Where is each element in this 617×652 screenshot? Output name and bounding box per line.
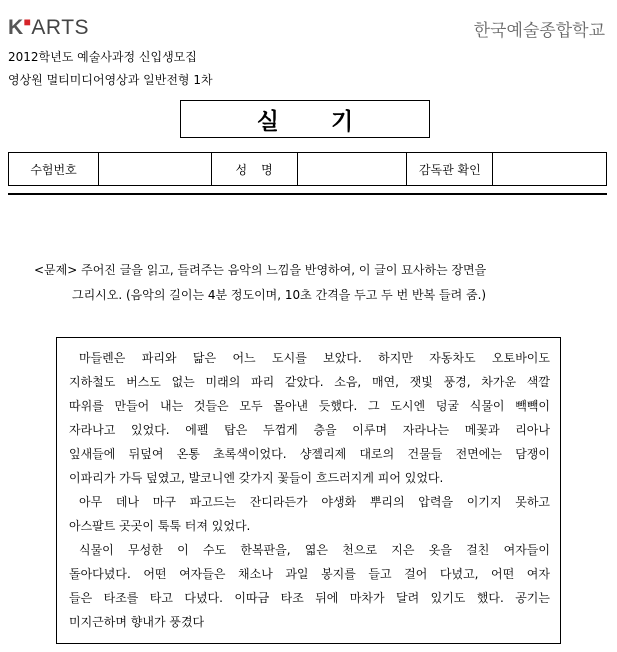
exam-title: 실기 bbox=[256, 108, 406, 135]
passage-line: 따위를 만들어 내는 것들은 모두 몰아낸 듯했다. 그 도시엔 덩굴 식물이 빽빽이 bbox=[69, 399, 550, 413]
passage-line: 미지근하며 향내가 풍겼다 bbox=[69, 615, 205, 629]
header-divider bbox=[8, 193, 607, 195]
problem-line-1: <문제> 주어진 글을 읽고, 들려주는 음악의 느낌을 반영하여, 이 글이 묘사하는 장면을 bbox=[34, 263, 487, 277]
passage-line: 식물이 무성한 이 수도 한복판을, 엷은 천으로 지은 옷을 걸친 여자들이 bbox=[79, 543, 550, 557]
passage-paragraph-2 bbox=[69, 490, 550, 538]
passage-paragraph-3 bbox=[69, 538, 550, 634]
school-name: 한국예술종합학교 bbox=[473, 21, 605, 41]
logo-arts: ARTS bbox=[31, 16, 90, 39]
exam-number-field[interactable] bbox=[99, 153, 212, 186]
passage-line: 지하철도 버스도 없는 미래의 파리 같았다. 소음, 매연, 잿빛 풍경, 차가운 색깔 bbox=[69, 375, 550, 389]
passage-line: 돌아다녔다. 어떤 여자들은 채소나 과일 봉지를 들고 걸어 다녔고, 어떤 여자 bbox=[69, 567, 550, 581]
name-label: 성명 bbox=[211, 153, 297, 186]
problem-statement bbox=[34, 258, 594, 308]
name-field[interactable] bbox=[297, 153, 407, 186]
logo-red-mark: ■ bbox=[23, 15, 32, 29]
logo-k: K bbox=[8, 16, 24, 39]
passage-line: 이파리가 가득 덮였고, 발코니엔 갖가지 꽃들이 흐드러지게 피어 있었다. bbox=[69, 471, 444, 485]
exam-title-box bbox=[180, 100, 430, 138]
problem-line-2: 그리시오. (음악의 길이는 4분 정도이며, 10초 간격을 두고 두 번 반복 들려 줌.) bbox=[72, 288, 487, 302]
supervisor-label: 감독관 확인 bbox=[407, 153, 493, 186]
karts-logo bbox=[8, 16, 89, 40]
admission-year-line: 2012학년도 예술사과정 신입생모집 bbox=[8, 50, 197, 64]
passage-paragraph-1 bbox=[69, 346, 550, 490]
passage-line: 들은 타조를 타고 다녔다. 이따금 타조 뒤에 마차가 달려 있기도 했다. 공기는 bbox=[69, 591, 550, 605]
passage-line: 자라나고 있었다. 에펠 탑은 두껍게 층을 이루며 자라나는 메꽃과 리아나 bbox=[69, 423, 550, 437]
passage-line: 아무 데나 마구 파고드는 잔디라든가 야생화 뿌리의 압력을 이기지 못하고 bbox=[79, 495, 550, 509]
department-line: 영상원 멀티미디어영상과 일반전형 1차 bbox=[8, 73, 213, 87]
passage-line: 잎새들에 뒤덮여 온통 초록색이었다. 샹젤리제 대로의 건물들 전면에는 담쟁이 bbox=[69, 447, 550, 461]
supervisor-field[interactable] bbox=[493, 153, 607, 186]
passage-box bbox=[56, 337, 561, 644]
candidate-info-table bbox=[8, 152, 607, 186]
passage-line: 마들렌은 파리와 닮은 어느 도시를 보았다. 하지만 자동차도 오토바이도 bbox=[79, 351, 550, 365]
exam-number-label: 수험번호 bbox=[9, 153, 99, 186]
passage-line: 아스팔트 곳곳이 툭툭 터져 있었다. bbox=[69, 519, 251, 533]
